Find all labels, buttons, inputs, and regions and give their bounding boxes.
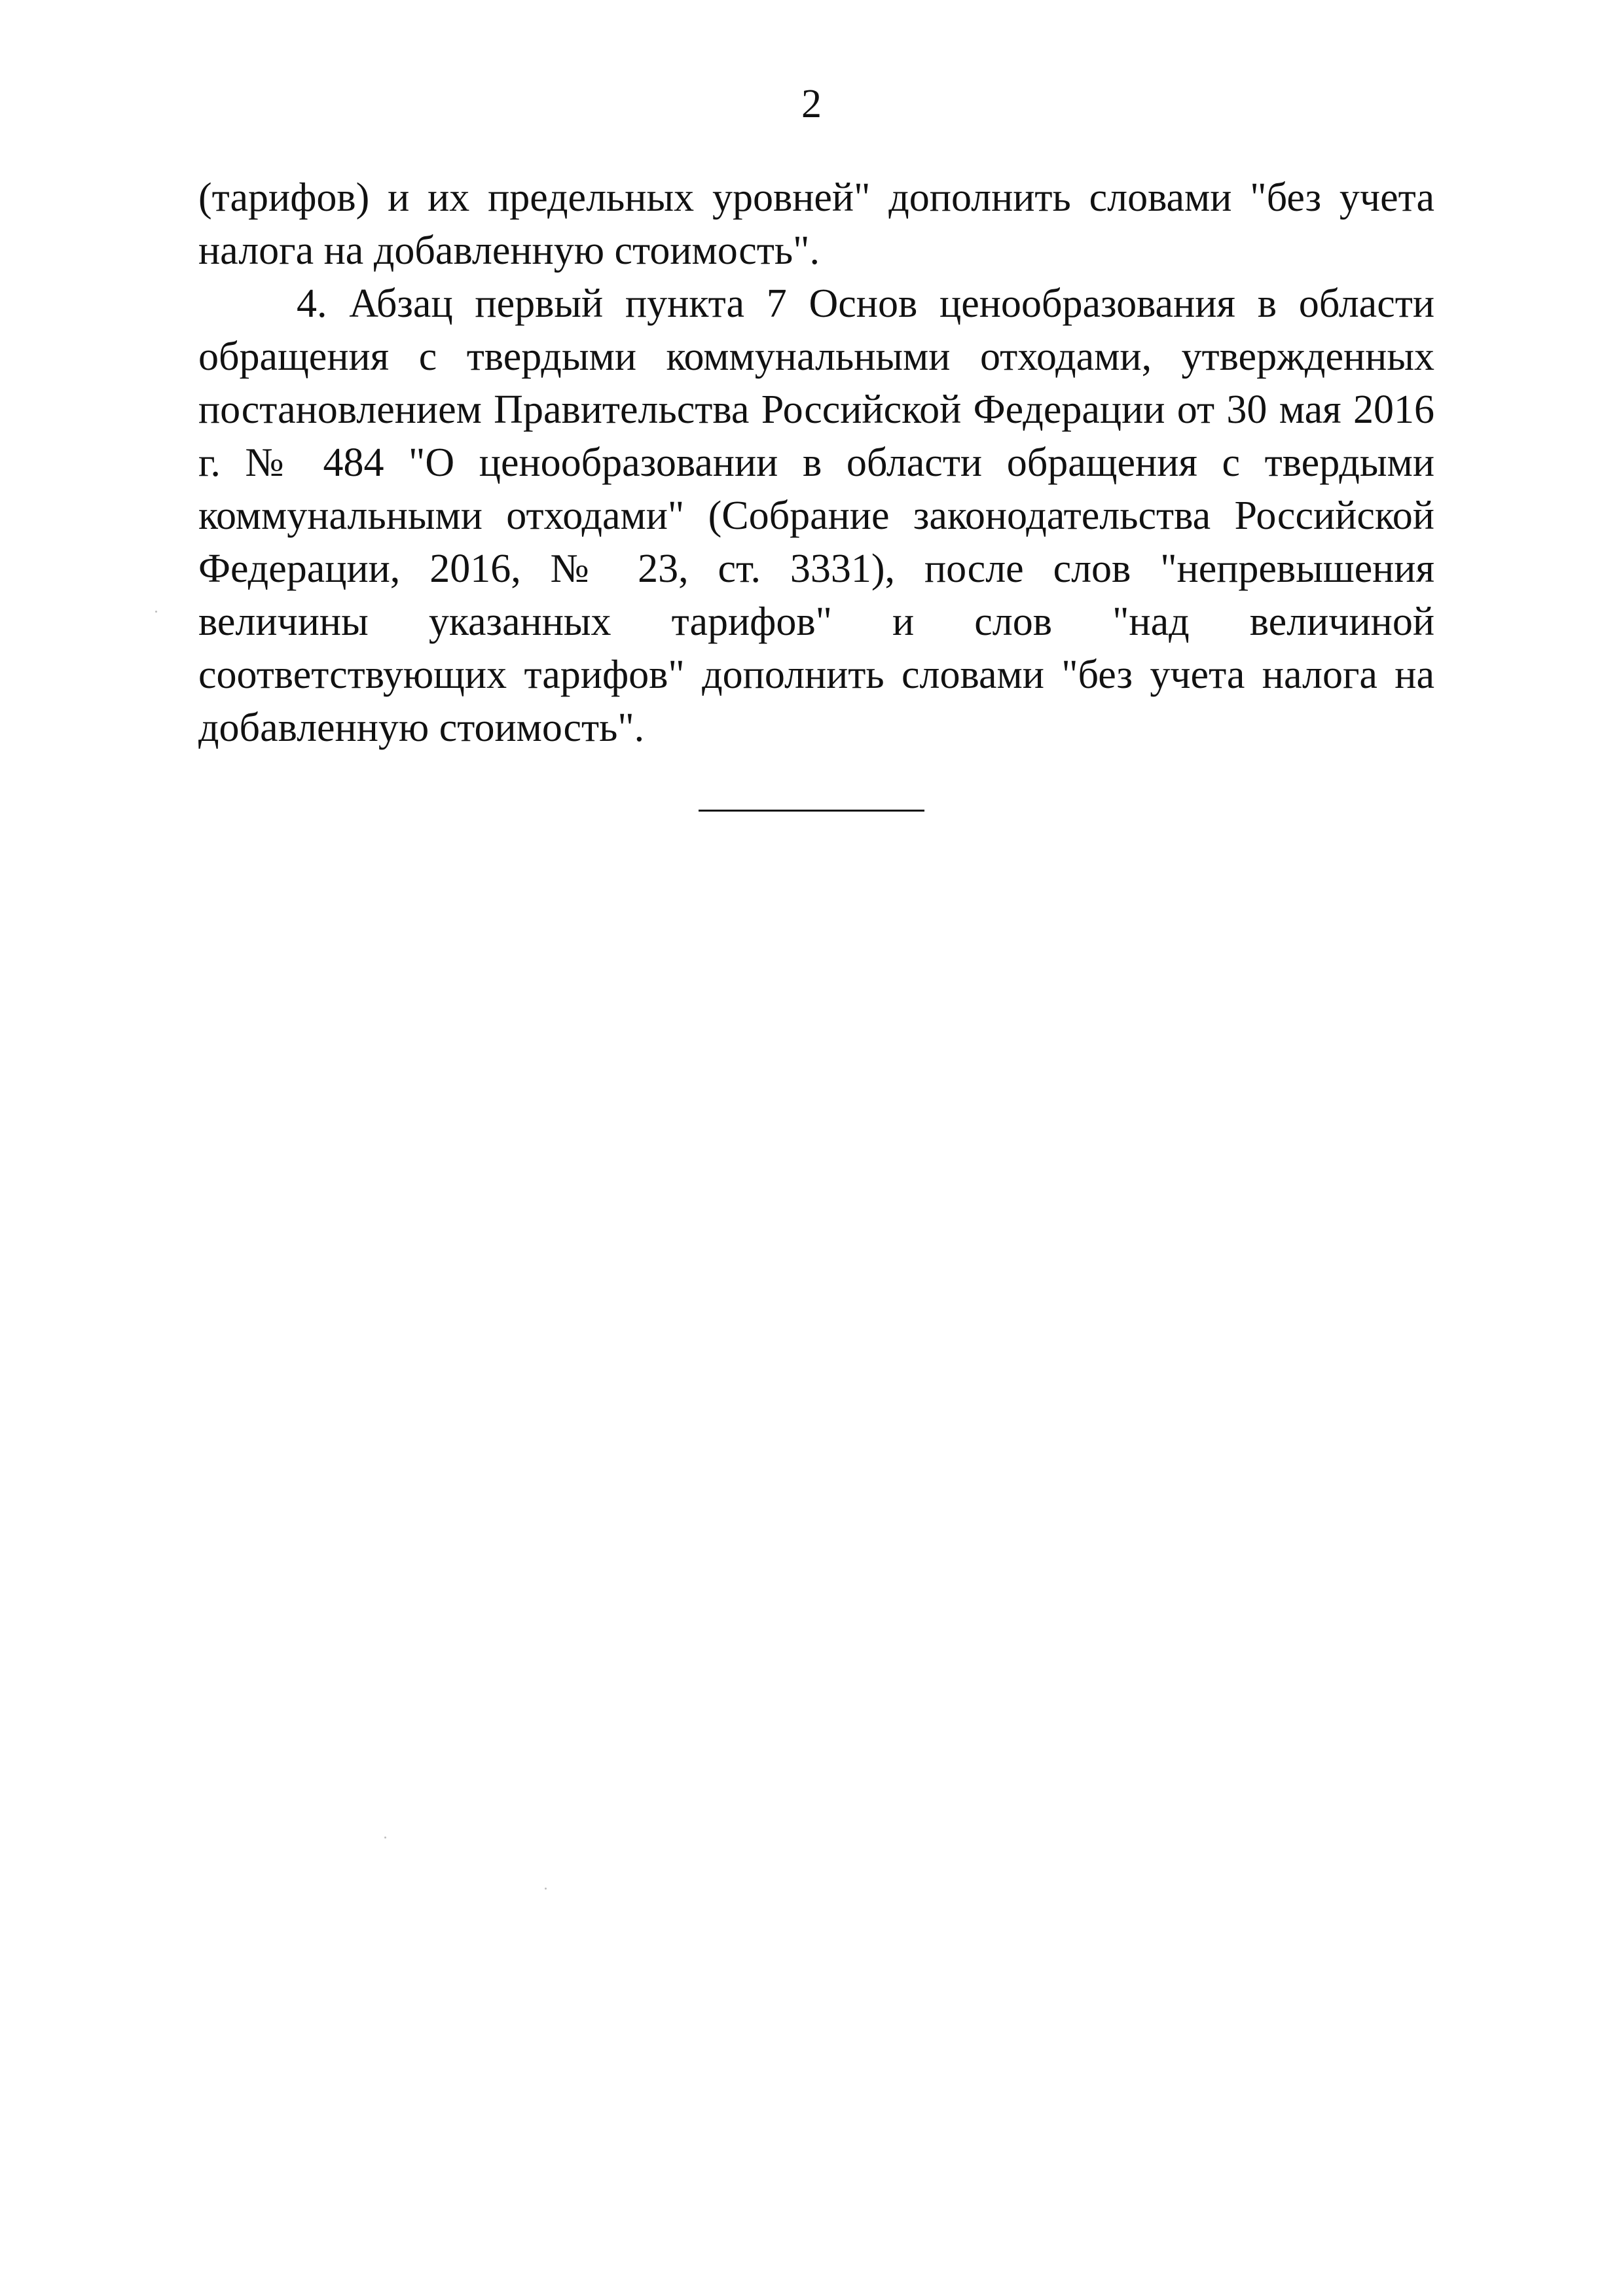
- page-number: 2: [801, 82, 822, 126]
- scan-speck: [545, 1888, 547, 1890]
- scan-speck: [155, 611, 157, 613]
- scan-speck: [384, 1837, 386, 1839]
- document-body: [198, 171, 1434, 755]
- paragraph-item-4: 4. Абзац первый пункта 7 Основ ценообразования в области обращения с твердыми коммунальными отходами, утвержденных постановлением Правительства Российской Федерации от 30 мая 2016 г. № 484 "О ценообразовании в области обращения с твердыми коммунальными отходами" (Собрание законодательства Российской Федерации, 2016, № 23, ст. 3331), после слов "непревышения величины указанных тарифов" и слов "над величиной соответствующих тарифов" дополнить словами "без учета налога на добавленную стоимость".: [198, 281, 1434, 750]
- end-of-text-rule: [699, 810, 924, 812]
- paragraph-continuation: (тарифов) и их предельных уровней" дополнить словами "без учета налога на добавленную стоимость".: [198, 175, 1434, 273]
